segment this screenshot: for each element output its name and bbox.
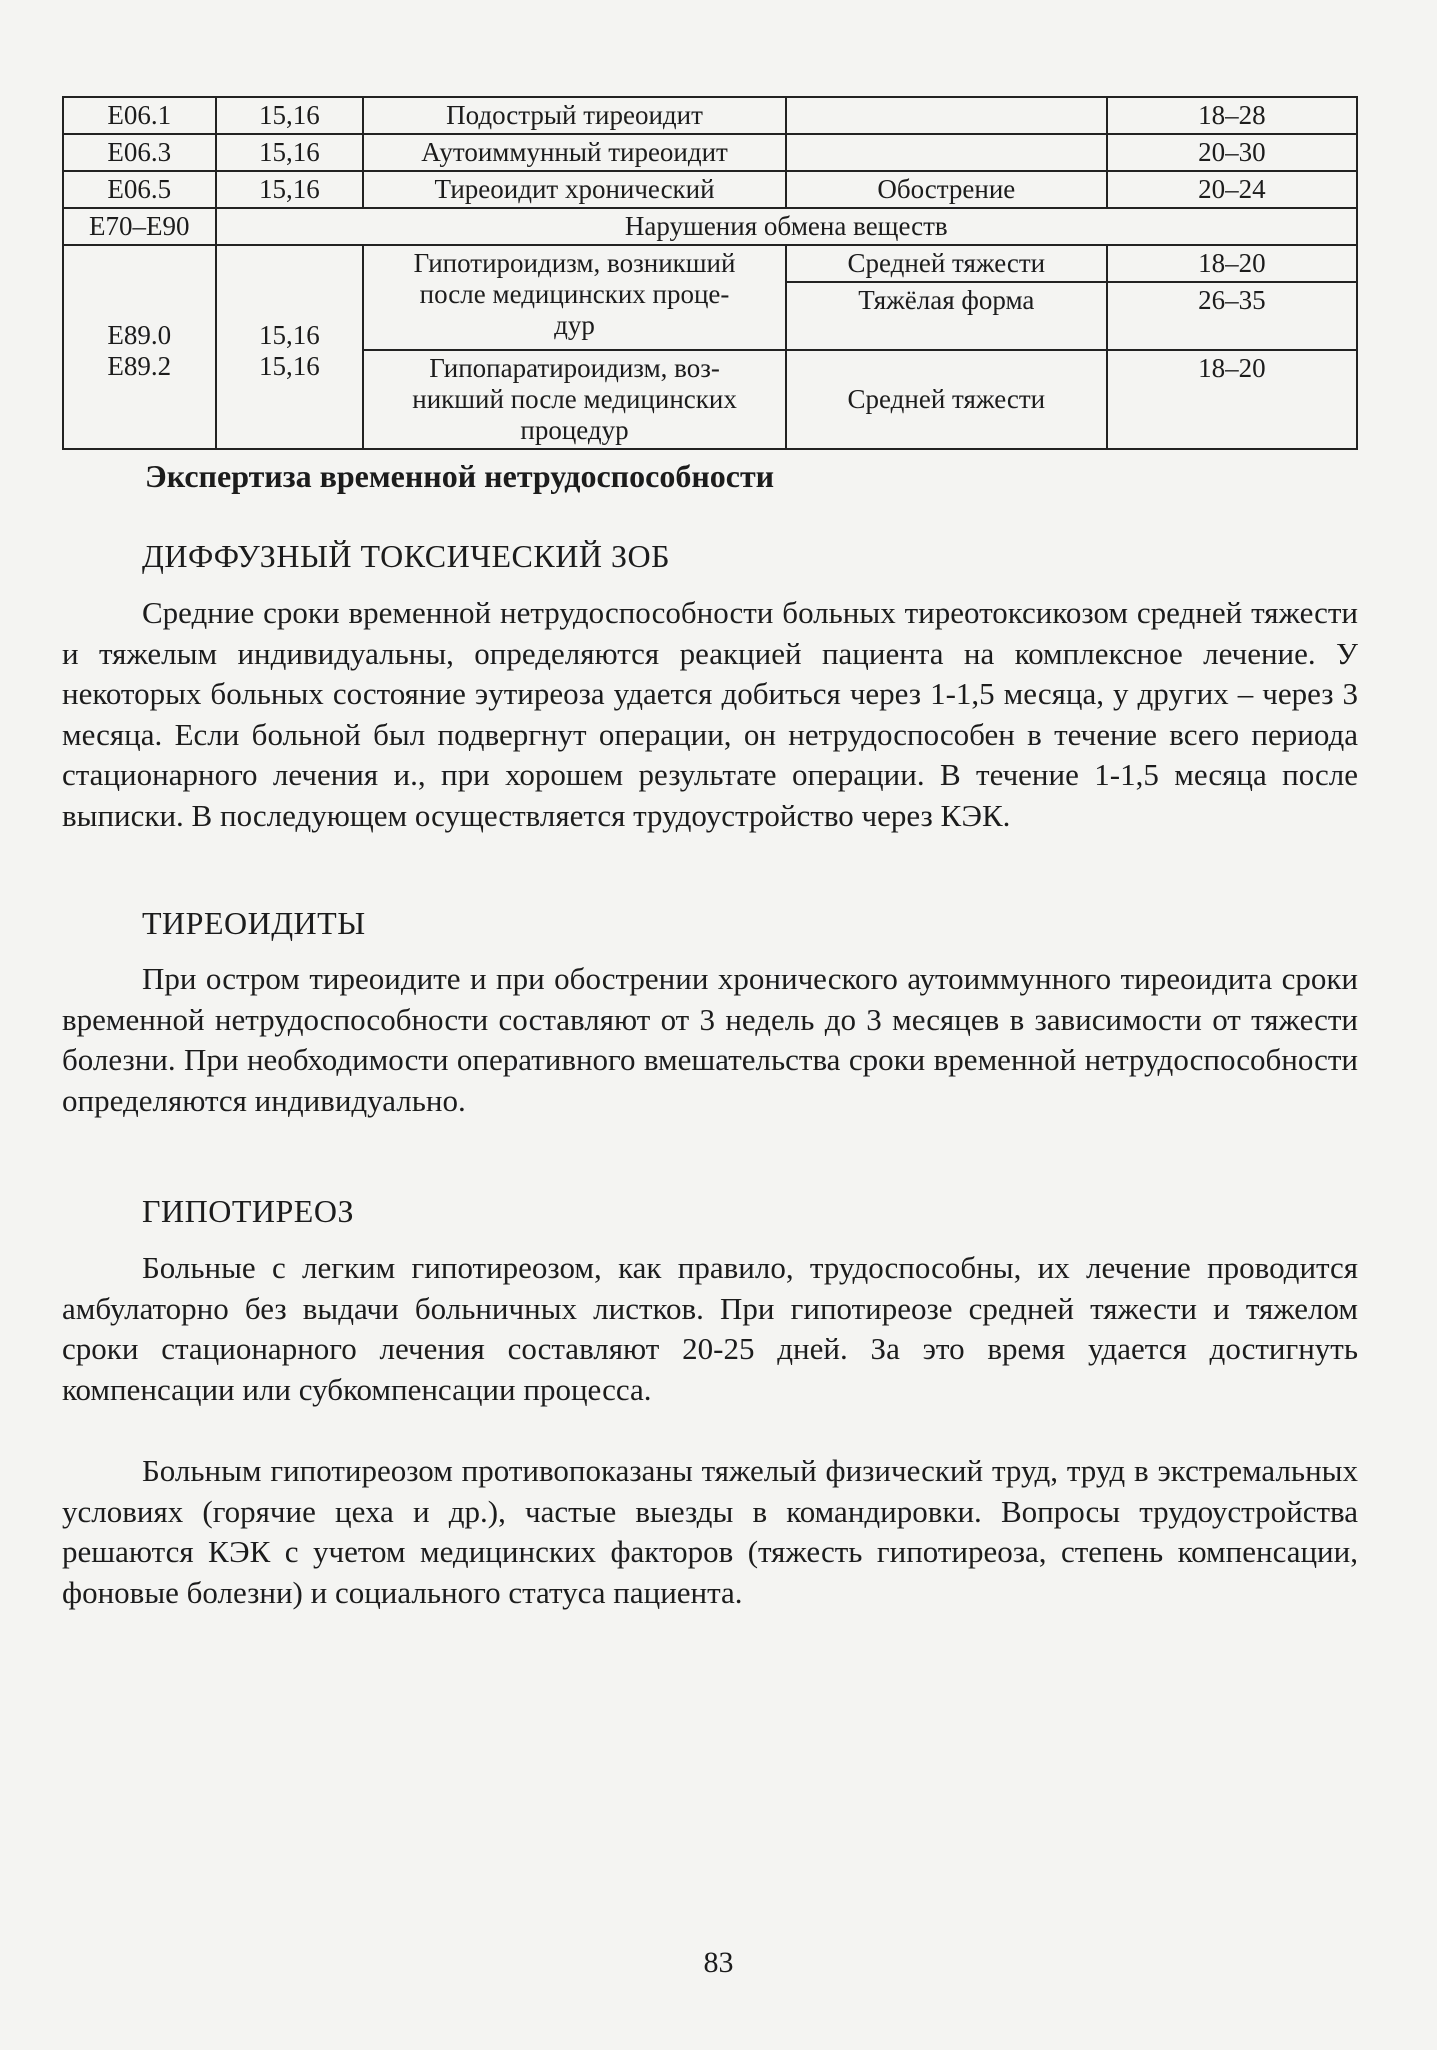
- section-title-hypothyroidism: ГИПОТИРЕОЗ: [142, 1193, 354, 1229]
- table-cell-diagnosis: Тиреоидит хронический: [363, 171, 786, 208]
- table-row: [63, 171, 1357, 208]
- paragraph: Больным гипотиреозом противопоказаны тяжелый физический труд, труд в экстремальных условиях (горячие цеха и др.), частые выезды в командировки. Вопросы трудоустройства решаются КЭК с учетом медицинских факторов (тяжесть гипотиреоза, степень компенсации, фоновые болезни) и социального статуса пациента.: [62, 1453, 1358, 1610]
- table-cell-severity: Средней тяжести: [786, 245, 1107, 282]
- table-cell-severity: [786, 97, 1107, 134]
- table-cell-severity: Обострение: [786, 171, 1107, 208]
- table-cell-ranks: 15,16: [216, 134, 364, 171]
- section-title-thyroiditis: ТИРЕОИДИТЫ: [142, 905, 366, 941]
- table-group-row: [63, 208, 1357, 245]
- table-cell-code: E06.1: [63, 97, 216, 134]
- table-cell-diagnosis: Гипопаратироидизм, воз- никший после медицинских процедур: [363, 350, 786, 449]
- section-title-diffuse-goiter: ДИФФУЗНЫЙ ТОКСИЧЕСКИЙ ЗОБ: [142, 538, 670, 574]
- table-cell-days: 26–35: [1107, 282, 1357, 350]
- page-number: 83: [703, 1946, 734, 1979]
- table-cell-severity: [786, 134, 1107, 171]
- table-cell-days: 18–20: [1107, 245, 1357, 282]
- table-cell-code: E06.3: [63, 134, 216, 171]
- table-row: [63, 245, 1357, 282]
- table-cell-diagnosis: Подострый тиреоидит: [363, 97, 786, 134]
- table-cell-ranks: 15,16: [216, 97, 364, 134]
- table-cell-ranks: 15,16: [216, 171, 364, 208]
- table-row: [63, 97, 1357, 134]
- table-cell-days: 18–28: [1107, 97, 1357, 134]
- icd-table: [62, 96, 1358, 450]
- table-cell-days: 20–24: [1107, 171, 1357, 208]
- table-cell-code: E06.5: [63, 171, 216, 208]
- table-row: [63, 134, 1357, 171]
- table-cell-days: 18–20: [1107, 350, 1357, 449]
- paragraph: Средние сроки временной нетрудоспособности больных тиреотоксикозом средней тяжести и тяжелым индивидуальны, определяются реакцией пациента на комплексное лечение. У некоторых больных состояние эутиреоза удается добиться через 1-1,5 месяца, у других – через 3 месяца. Если больной был подвергнут операции, он нетрудоспособен в течение всего периода стационарного лечения и., при хорошем результате операции. В течение 1-1,5 месяца после выписки. В последующем осуществляется трудоустройство через КЭК.: [62, 595, 1358, 833]
- paragraph: Больные с легким гипотиреозом, как правило, трудоспособны, их лечение проводится амбулаторно без выдачи больничных листков. При гипотиреозе средней тяжести и тяжелом сроки стационарного лечения составляют 20-25 дней. За это время удается достигнуть компенсации или субкомпенсации процесса.: [62, 1250, 1358, 1407]
- table-cell-diagnosis: Гипотироидизм, возникший после медицинских проце- дур: [363, 245, 786, 350]
- table-cell-severity: Средней тяжести: [786, 350, 1107, 449]
- table-cell-severity: Тяжёлая форма: [786, 282, 1107, 350]
- paragraph: При остром тиреоидите и при обострении хронического аутоиммунного тиреоидита сроки временной нетрудоспособности составляют от 3 недель до 3 месяцев в зависимости от тяжести болезни. При необходимости оперативного вмешательства сроки временной нетрудоспособности определяются индивидуально.: [62, 961, 1358, 1118]
- section-heading: Экспертиза временной нетрудоспособности: [145, 458, 775, 494]
- table-group-title: Нарушения обмена веществ: [216, 208, 1357, 245]
- table-cell-days: 20–30: [1107, 134, 1357, 171]
- table-cell-ranks: 15,16 15,16: [216, 245, 364, 449]
- table-cell-diagnosis: Аутоиммунный тиреоидит: [363, 134, 786, 171]
- table-cell-code: E70–E90: [63, 208, 216, 245]
- table-cell-code: E89.0 E89.2: [63, 245, 216, 449]
